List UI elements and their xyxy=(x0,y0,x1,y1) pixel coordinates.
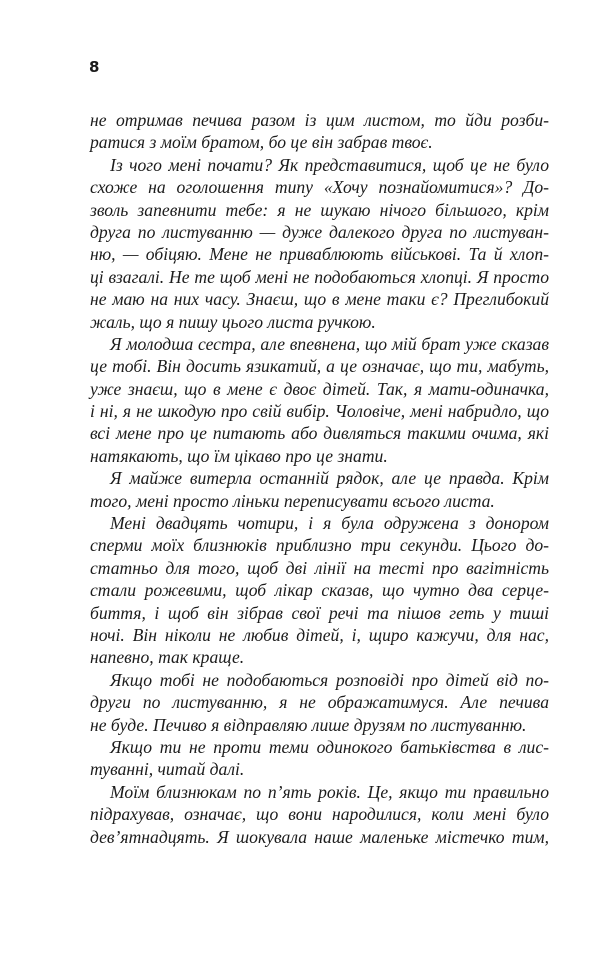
text-line: Моїм близнюкам по п’ять років. Це, якщо ти правильно xyxy=(110,781,549,802)
paragraph xyxy=(90,467,549,512)
text-line: схоже на оголошення типу «Хочу познайомитися»? До- xyxy=(90,177,549,198)
text-line: і ні, я не шкодую про свій вибір. Чоловіче, мені набридло, що xyxy=(90,401,549,422)
text-line: Мені двадцять чотири, і я була одружена з донором xyxy=(110,513,549,534)
paragraph xyxy=(90,669,549,736)
text-line: не маю на них часу. Знаєш, що в мене таки є? Преглибокий xyxy=(90,289,549,310)
paragraph xyxy=(90,109,549,154)
text-line: ці взагалі. Не те щоб мені не подобаються хлопці. Я просто xyxy=(90,266,549,287)
text-line: туванні, читай далі. xyxy=(90,759,245,780)
paragraph xyxy=(90,512,549,669)
text-line: сперми моїх близнюків приблизно три секунди. Цього до- xyxy=(90,535,549,556)
text-line: Із чого мені почати? Як представитися, щоб це не було xyxy=(110,154,549,175)
text-line: підрахував, означає, що вони народилися, коли мені було xyxy=(90,804,549,825)
text-line: не отримав печива разом із цим листом, то йди розби- xyxy=(90,110,549,130)
paragraph xyxy=(90,736,549,781)
text-line: дев’ятнадцять. Я шокувала наше маленьке містечко тим, xyxy=(90,826,549,847)
text-line: напевно, так краще. xyxy=(90,647,245,668)
text-line: це тобі. Він досить язикатий, а це означає, що ти, мабуть, xyxy=(90,356,549,377)
text-line: друга по листуванню — дуже далекого друга по листуван- xyxy=(90,221,549,242)
text-line: зволь запевнити тебе: я не шукаю нічого більшого, крім xyxy=(90,199,549,220)
text-line: натякають, що їм цікаво про це знати. xyxy=(90,445,388,466)
text-line: уже знаєш, що в мене є двоє дітей. Так, я мати-одиначка, xyxy=(90,378,549,399)
body-text xyxy=(90,109,549,848)
text-line: Я молодша сестра, але впевнена, що мій брат уже сказав xyxy=(110,333,549,354)
text-line: Якщо тобі не подобаються розповіді про дітей від по- xyxy=(110,669,549,690)
text-line: ночі. Він ніколи не любив дітей, і, щиро кажучи, для нас, xyxy=(90,624,549,645)
paragraph xyxy=(90,154,549,333)
text-line: статньо для того, щоб дві лінії на тесті про вагітність xyxy=(90,557,549,578)
text-line: ратися з моїм братом, бо це він забрав твоє. xyxy=(90,132,433,153)
text-line: Я майже витерла останній рядок, але це правда. Крім xyxy=(110,468,549,489)
text-line: стали рожевими, щоб лікар сказав, що чутно два серце- xyxy=(90,580,549,601)
text-line: не буде. Печиво я відправляю лише друзям по листуванню. xyxy=(90,714,527,735)
paragraph xyxy=(90,781,549,848)
text-line: ню, — обіцяю. Мене не приваблюють військові. Та й хлоп- xyxy=(90,244,549,265)
text-line: жаль, що я пишу цього листа ручкою. xyxy=(90,311,376,332)
text-line: други по листуванню, я не ображатимуся. Але печива xyxy=(90,692,549,713)
text-line: Якщо ти не проти теми одинокого батьківства в лис- xyxy=(110,736,549,757)
text-line: того, мені просто ліньки переписувати всього листа. xyxy=(90,490,495,511)
text-line: всі мене про це питають або дивляться такими очима, які xyxy=(90,423,549,444)
text-line: биття, і щоб він зібрав свої речі та пішов геть у тиші xyxy=(90,602,549,623)
page-number: 8 xyxy=(89,58,100,76)
paragraph xyxy=(90,333,549,467)
